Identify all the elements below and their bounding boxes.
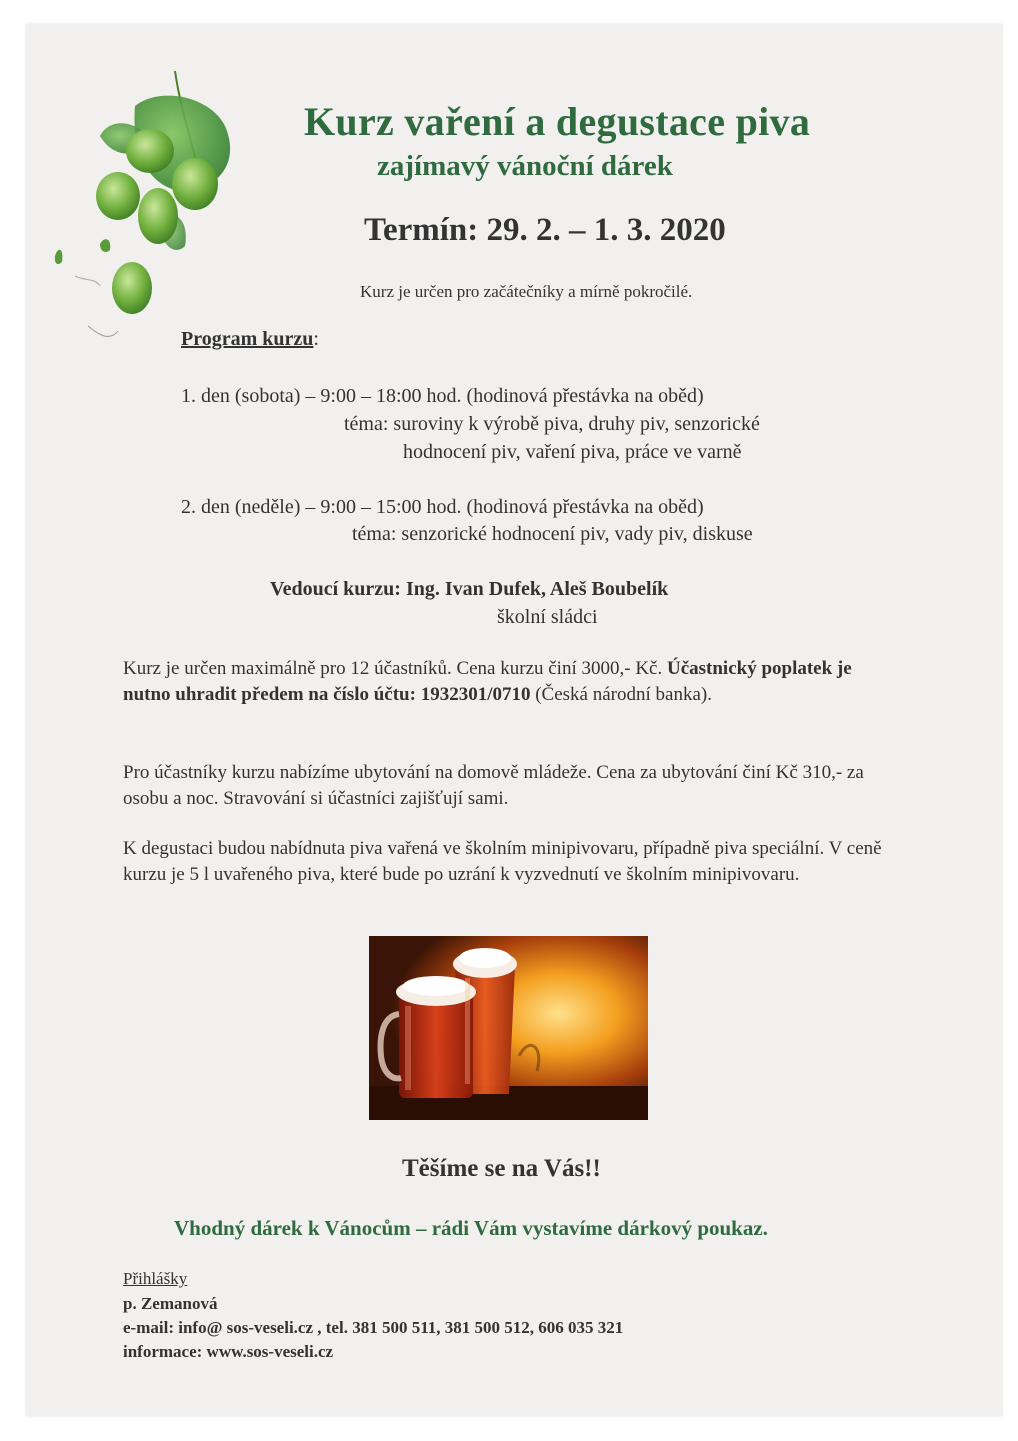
- course-date: [364, 212, 726, 249]
- tasting-paragraph: K degustaci budou nabídnuta piva vařená ve školním minipivovaru, případně piva speciální. V ceně kurzu je 5 l uvařeného piva, které bude po uzrání k vyzvednutí ve školním minipivovaru.: [123, 838, 882, 885]
- contact-name: p. Zemanová: [123, 1294, 218, 1313]
- day2-line1: 2. den (neděle) – 9:00 – 15:00 hod. (hodinová přestávka na oběd): [181, 496, 704, 518]
- page-title: Kurz vaření a degustace piva: [304, 99, 811, 144]
- leaders-role: školní sládci: [497, 606, 598, 628]
- termin-label: Termín:: [364, 212, 479, 248]
- audience-note: Kurz je určen pro začátečníky a mírně pokročilé.: [360, 282, 693, 301]
- day1-line3: hodnocení piv, vaření piva, práce ve varně: [403, 441, 742, 463]
- bank-note: (Česká národní banka).: [530, 684, 712, 705]
- beer-glasses-photo: [369, 936, 648, 1120]
- gift-note: Vhodný dárek k Vánocům – rádi Vám vystavíme dárkový poukaz.: [174, 1216, 768, 1240]
- program-heading-colon: :: [313, 328, 319, 350]
- contact-info: informace: www.sos-veseli.cz: [123, 1342, 334, 1361]
- program-heading: [181, 328, 319, 351]
- registration-heading: Přihlášky: [123, 1269, 188, 1288]
- closing-greeting: Těšíme se na Vás!!: [402, 1155, 601, 1182]
- accommodation-paragraph: Pro účastníky kurzu nabízíme ubytování na domově mládeže. Cena za ubytování činí Kč 310,- za osobu a noc. Stravování si účastníci zajišťují sami.: [123, 762, 864, 809]
- day1-line2: téma: suroviny k výrobě piva, druhy piv, senzorické: [344, 413, 760, 435]
- day2-line2: téma: senzorické hodnocení piv, vady piv, diskuse: [352, 523, 753, 545]
- page-subtitle: zajímavý vánoční dárek: [377, 150, 673, 182]
- contact-email-phone: e-mail: info@ sos-veseli.cz , tel. 381 500 511, 381 500 512, 606 035 321: [123, 1318, 624, 1337]
- payment-note: Účastnický poplatek je nutno uhradit předem na číslo účtu: 1932301/0710: [123, 658, 852, 705]
- hops-illustration: [40, 66, 260, 366]
- course-leaders: Vedoucí kurzu: Ing. Ivan Dufek, Aleš Boubelík: [270, 578, 669, 600]
- program-heading-text: Program kurzu: [181, 328, 314, 350]
- day1-line1: 1. den (sobota) – 9:00 – 18:00 hod. (hodinová přestávka na oběd): [181, 385, 704, 407]
- termin-date: 29. 2. – 1. 3. 2020: [486, 212, 726, 248]
- price-paragraph: [123, 656, 883, 708]
- price-text: Kurz je určen maximálně pro 12 účastníků. Cena kurzu činí 3000,- Kč.: [123, 658, 667, 679]
